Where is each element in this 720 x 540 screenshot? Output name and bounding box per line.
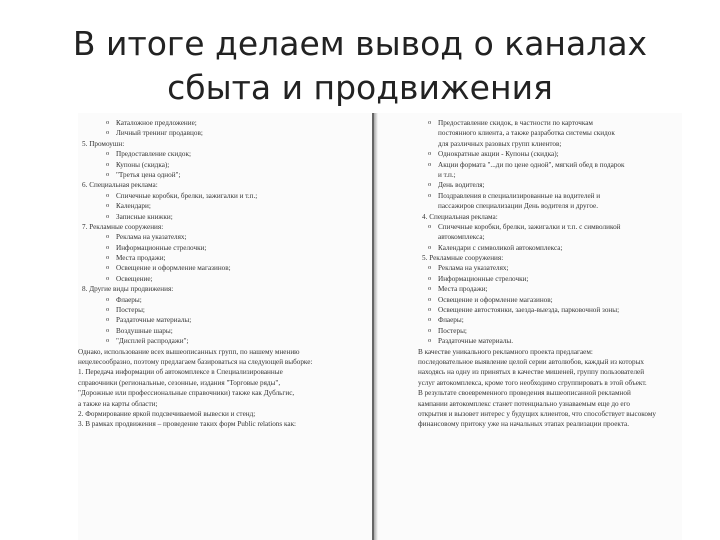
- paragraph-line: 1. Передача информации об автокомплексе в Специализированные: [78, 368, 283, 377]
- paragraph-line: кампании автокомплекс станет потенциально узнаваемым еще до его: [418, 399, 630, 408]
- list-item: o Раздаточные материалы.: [418, 336, 682, 346]
- right-document-column: [418, 118, 682, 540]
- list-item: o Личный тренинг продавцов;: [78, 128, 364, 138]
- list-item: o Постеры;: [78, 305, 364, 315]
- list-item: o Реклама на указателях;: [418, 263, 682, 273]
- paragraph-line: финансовому притоку уже на начальных этапах реализации проекта.: [418, 420, 630, 429]
- list-item: o Воздушные шары;: [78, 326, 364, 336]
- paragraph-line: В качестве уникального рекламного проекта предлагаем:: [418, 347, 593, 356]
- list-item: o Места продажи;: [418, 284, 682, 294]
- paragraph-line: постоянного клиента, а также разработка системы скидок: [438, 129, 615, 138]
- list-item: o Купоны (скидка);: [78, 160, 364, 170]
- list-item: o "Дисплей распродажи";: [78, 336, 364, 346]
- list-item: o Освещение и оформление магазинов;: [418, 295, 682, 305]
- list-item: o Спичечные коробки, брелки, зажигалки и т.п. с символикой: [418, 222, 682, 232]
- paragraph-line: "Дорожные или профессиональные справочники) также как Дубльгис,: [78, 389, 295, 398]
- list-item: o "Третья цена одной";: [78, 170, 364, 180]
- slide-title-line-1: В итоге делаем вывод о каналах: [72, 24, 648, 63]
- list-item: o Информационные стрелочки;: [78, 243, 364, 253]
- list-item: o Спичечные коробки, брелки, зажигалки и т.п.;: [78, 191, 364, 201]
- list-item: o Освещение;: [78, 274, 364, 284]
- section-heading: 4. Специальная реклама:: [422, 212, 498, 221]
- section-heading: 6. Специальная реклама:: [82, 181, 158, 190]
- list-item: o Постеры;: [418, 326, 682, 336]
- paragraph-line: открытия и вызовет интерес у будущих клиентов, что способствует высокому: [418, 409, 657, 418]
- paragraph-line: пассажиров специализации День водителя и другое.: [438, 202, 599, 211]
- paragraph-line: услуг автокомплекса, кроме того необходимо сгруппировать в этой объект.: [418, 378, 647, 387]
- paragraph-line: В результате своевременного проведения вышеописанной рекламной: [418, 389, 631, 398]
- section-heading: 5. Промоушн:: [82, 139, 125, 148]
- list-item: o Освещение и оформление магазинов;: [78, 263, 364, 273]
- slide-title-line-2: сбыта и продвижения: [167, 68, 553, 107]
- list-item: o День водителя;: [418, 180, 682, 190]
- list-item: o Однократные акции - Купоны (скидка);: [418, 149, 682, 159]
- list-item: o Предоставление скидок;: [78, 149, 364, 159]
- list-item: o Календари;: [78, 201, 364, 211]
- list-item: o Раздаточные материалы;: [78, 315, 364, 325]
- slide-title: [0, 22, 720, 110]
- list-item: o Информационные стрелочки;: [418, 274, 682, 284]
- document-scan: [78, 113, 682, 540]
- list-item: o Освещение автостоянки, заезда-выезда, парковочной зоны;: [418, 305, 682, 315]
- page-divider-shadow: [374, 113, 378, 540]
- paragraph-line: для различных разовых групп клиентов;: [438, 139, 562, 148]
- paragraph-line: находясь на одну из принятых в качестве мишеней, группу пользователей: [418, 368, 645, 377]
- section-heading: 8. Другие виды продвижения:: [82, 285, 174, 294]
- paragraph-line: а также на карты области;: [78, 399, 158, 408]
- list-item: o Каталожное предложение;: [78, 118, 364, 128]
- list-item: o Акции формата "...ди по цене одной", мягкий обед в подарок: [418, 160, 682, 170]
- list-item: o Реклама на указателях;: [78, 232, 364, 242]
- paragraph-line: нецелесообразно, поэтому предлагаем базироваться на следующей выборке:: [78, 357, 313, 366]
- section-heading: 7. Рекламные сооружения:: [82, 222, 164, 231]
- list-item: o Места продажи;: [78, 253, 364, 263]
- left-document-column: [78, 118, 364, 540]
- paragraph-line: Однако, использование всех вышеописанных групп, по нашему мнению: [78, 347, 300, 356]
- list-item: o Записные книжки;: [78, 212, 364, 222]
- paragraph-line: 3. В рамках продвижения – проведение таких форм Public relations как:: [78, 420, 297, 429]
- list-item: o Флаеры;: [418, 315, 682, 325]
- list-item: o Поздравления в специализированные на водителей и: [418, 191, 682, 201]
- paragraph-line: автокомплекса;: [438, 233, 485, 242]
- paragraph-line: и т.п.;: [438, 170, 456, 179]
- list-item: o Флаеры;: [78, 295, 364, 305]
- list-item: o Предоставление скидок, в частности по карточкам: [418, 118, 682, 128]
- section-heading: 5. Рекламные сооружения:: [422, 254, 504, 263]
- paragraph-line: справочники (региональные, сезонные, издания "Торговые ряды",: [78, 378, 281, 387]
- paragraph-line: 2. Формирование яркой подсвечиваемой вывески и стенд;: [78, 409, 256, 418]
- list-item: o Календари с символикой автокомплекса;: [418, 243, 682, 253]
- paragraph-line: последовательное выявление целой серии автолюбов, каждый из которых: [418, 357, 645, 366]
